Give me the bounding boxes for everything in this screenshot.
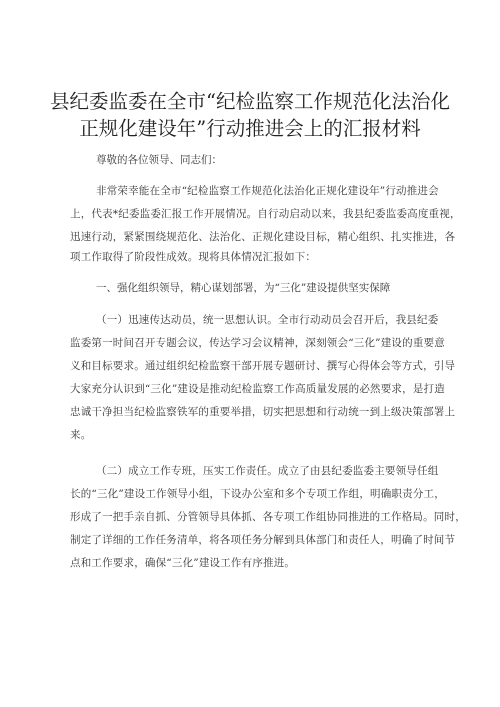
paragraph-2-line-6: 来。 [70,429,92,441]
document-title-line-1: 县纪委监委在全市“纪检监察工作规范化法治化 [50,90,450,113]
paragraph-3-line-2: 长的“三化”建设工作领导小组，下设办公室和多个专项工作组，明确职责分工， [70,488,445,500]
paragraph-2-line-2: 监委第一时间召开专题会议，传达学习会议精神，深刻领会“三化”建设的重要意 [70,337,445,349]
paragraph-1-line-3: 迅速行动，紧紧围绕规范化、法治化、正规化建设目标，精心组织、扎实推进，各 [70,231,456,243]
paragraph-2-line-5: 忠诚干净担当纪检监察铁军的重要举措，切实把思想和行动统一到上级决策部署上 [70,406,456,418]
paragraph-3-line-3: 形成了一把手亲自抓、分管领导具体抓、各专项工作组协同推进的工作格局。同时， [70,511,466,523]
section-1-heading: 一、强化组织领导，精心谋划部署，为“三化”建设提供坚实保障 [96,282,391,294]
paragraph-3-line-1: （二）成立工作专班，压实工作责任。成立了由县纪委监委主要领导任组 [96,465,439,477]
paragraph-2-line-1: （一）迅速传达动员，统一思想认识。全市行动动员会召开后，我县纪委 [96,314,439,326]
paragraph-1-line-1: 非常荣幸能在全市“纪检监察工作规范化法治化正规化建设年”行动推进会 [96,185,439,197]
paragraph-1-line-2: 上，代表*纪委监委汇报工作开展情况。自行动启动以来，我县纪委监委高度重视， [70,208,461,220]
paragraph-3-line-4: 制定了详细的工作任务清单，将各项任务分解到具体部门和责任人，明确了时间节 [70,534,456,546]
paragraph-3-line-5: 点和工作要求，确保“三化”建设工作有序推进。 [70,557,296,569]
paragraph-2-line-4: 大家充分认识到“三化”建设是推动纪检监察工作高质量发展的必然要求，是打造 [70,383,445,395]
paragraph-1-line-4: 项工作取得了阶段性成效。现将具体情况汇报如下： [70,251,317,263]
document-title-line-2: 正规化建设年”行动推进会上的汇报材料 [79,117,421,140]
paragraph-2-line-3: 义和目标要求。通过组织纪检监察干部开展专题研讨、撰写心得体会等方式，引导 [70,360,456,372]
salutation: 尊敬的各位领导、同志们： [96,154,222,166]
